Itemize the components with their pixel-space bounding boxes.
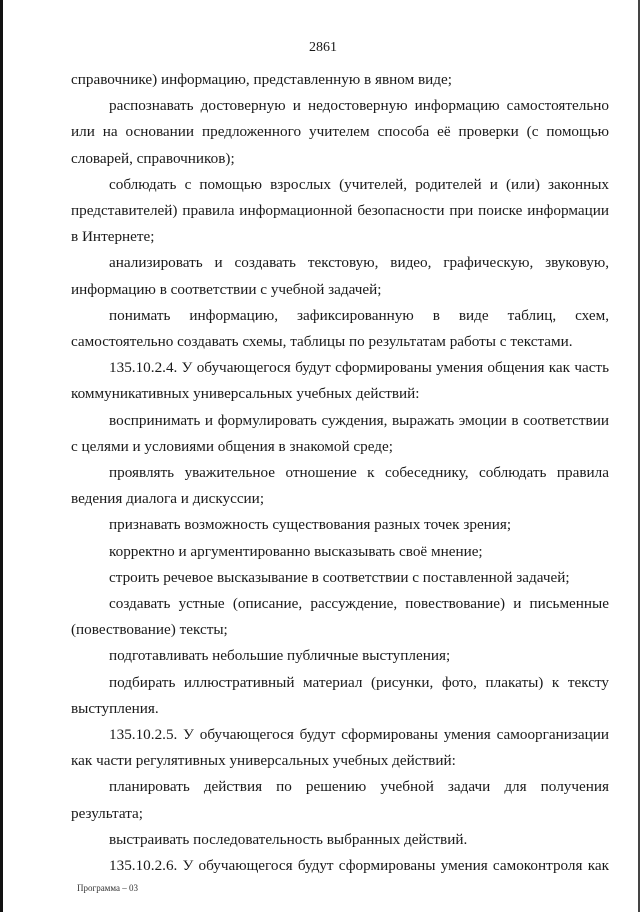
paragraph: распознавать достоверную и недостоверную информацию самостоятельно или на основании предложенного учителем способа её проверки (с помощью словарей, справочников); [71, 97, 609, 167]
page-number: 2861 [309, 40, 337, 55]
paragraph: воспринимать и формулировать суждения, выражать эмоции в соответствии с целями и условиями общения в знакомой среде; [71, 411, 609, 455]
paragraph: строить речевое высказывание в соответствии с поставленной задачей; [109, 568, 570, 586]
paragraph: признавать возможность существования разных точек зрения; [109, 516, 512, 534]
section-paragraph-135-10-2-4: 135.10.2.4. У обучающегося будут сформированы умения общения как часть коммуникативных универсальных учебных действий: [71, 359, 609, 403]
paragraph: создавать устные (описание, рассуждение, повествование) и письменные (повествование) тексты; [71, 595, 609, 639]
paragraph: планировать действия по решению учебной задачи для получения результата; [71, 778, 609, 822]
paragraph: соблюдать с помощью взрослых (учителей, родителей и (или) законных представителей) правила информационной безопасности при поиске информации в Интернете; [71, 175, 609, 246]
paragraph: подготавливать небольшие публичные выступления; [109, 647, 451, 665]
section-paragraph-135-10-2-6: 135.10.2.6. У обучающегося будут сформированы умения самоконтроля как [109, 857, 609, 875]
paragraph: подбирать иллюстративный материал (рисунки, фото, плакаты) к тексту выступления. [71, 673, 609, 717]
document-body [71, 67, 609, 879]
section-paragraph-135-10-2-5: 135.10.2.5. У обучающегося будут сформированы умения самоорганизации как части регулятивных универсальных учебных действий: [71, 726, 609, 770]
paragraph: анализировать и создавать текстовую, видео, графическую, звуковую, информацию в соответствии с учебной задачей; [71, 254, 609, 298]
paragraph: понимать информацию, зафиксированную в виде таблиц, схем, самостоятельно создавать схемы, таблицы по результатам работы с текстами. [71, 306, 609, 351]
paragraph: корректно и аргументированно высказывать своё мнение; [109, 542, 483, 560]
paragraph: проявлять уважительное отношение к собеседнику, соблюдать правила ведения диалога и дискуссии; [71, 464, 609, 508]
page-footer: Программа – 03 [77, 883, 139, 893]
paragraph: справочнике) информацию, представленную в явном виде; [71, 71, 452, 88]
paragraph: выстраивать последовательность выбранных действий. [109, 830, 468, 848]
